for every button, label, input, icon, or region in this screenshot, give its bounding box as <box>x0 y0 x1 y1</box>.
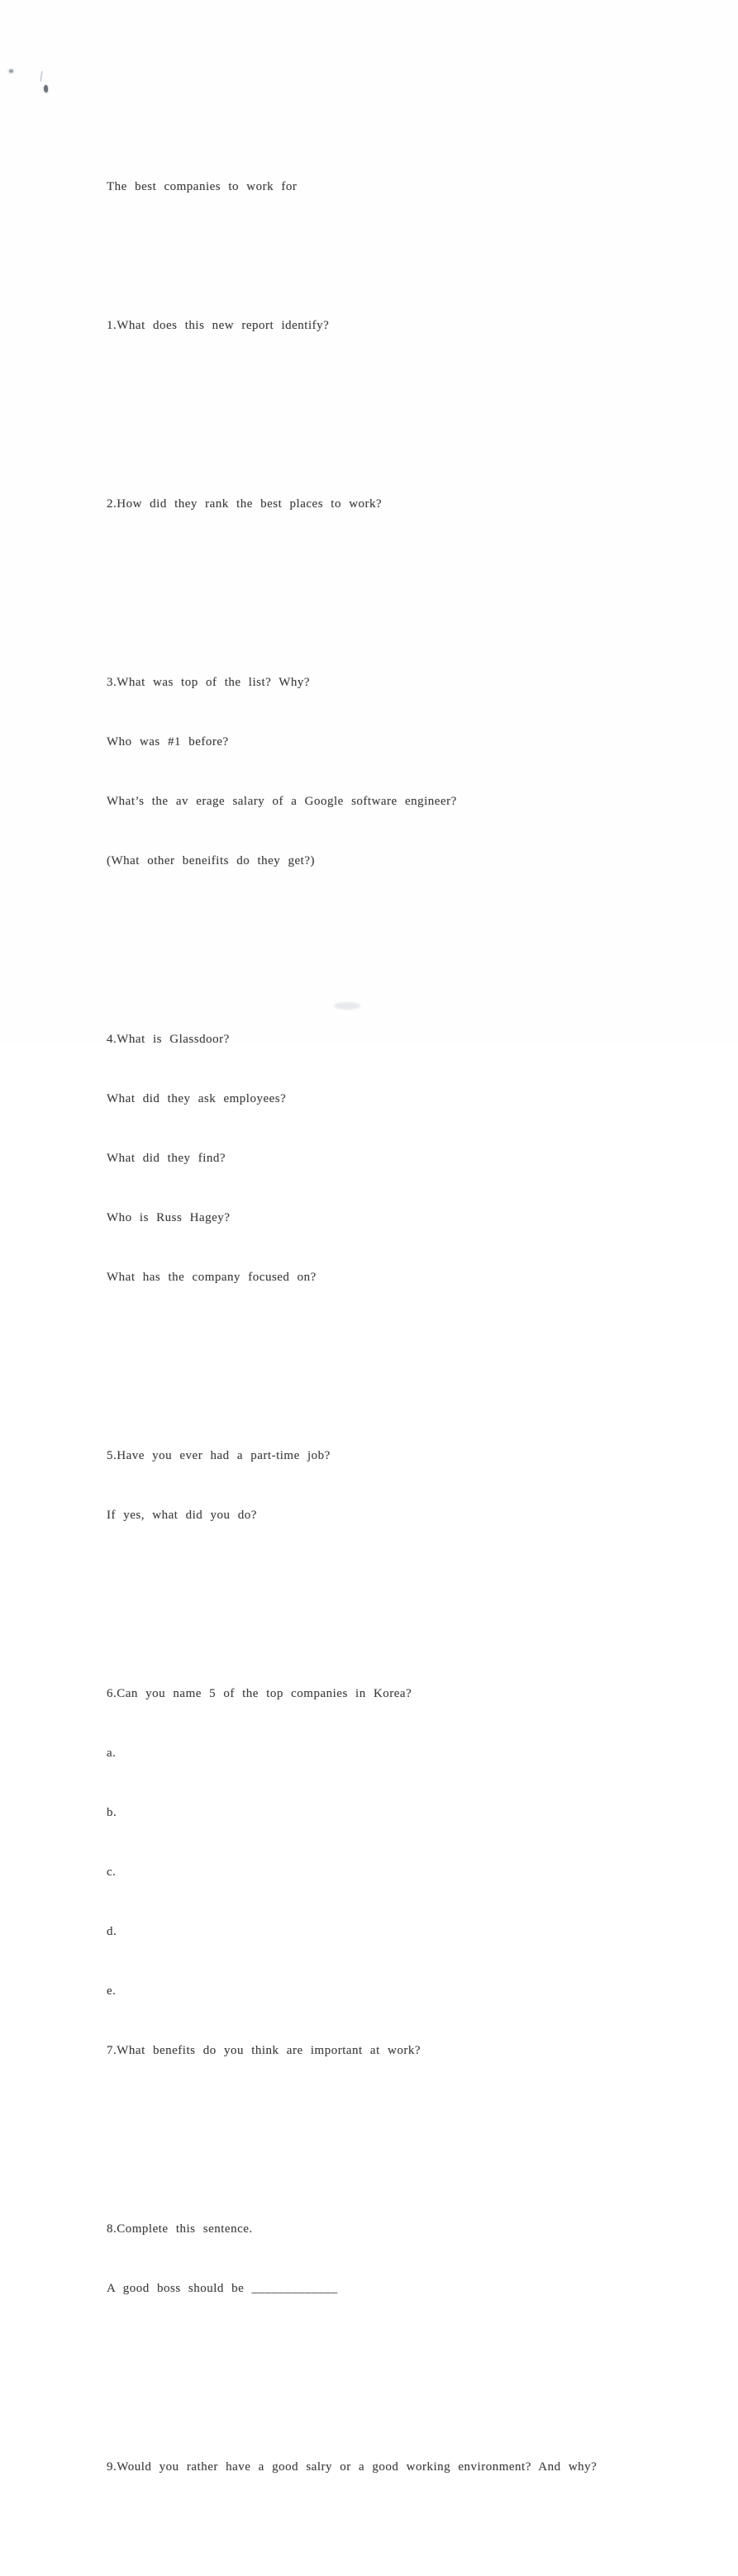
question-7: 7.What benefits do you think are important at work? <box>107 2044 421 2057</box>
question-block-8 <box>107 2179 597 2338</box>
question-3-sub-line: (What other beneifits do they get?) <box>107 854 316 867</box>
question-block-3 <box>107 633 597 910</box>
question-4-sub-line: What did they ask employees? <box>107 1092 287 1105</box>
answer-slot-c: c. <box>107 1865 117 1879</box>
answer-slot-b: b. <box>107 1806 117 1819</box>
document-title: The best companies to work for <box>107 180 298 193</box>
answer-slot-d: d. <box>107 1925 117 1938</box>
question-block-1 <box>107 276 597 375</box>
question-8: 8.Complete this sentence. <box>107 2222 253 2236</box>
document-content <box>107 117 597 2576</box>
answer-slot-a: a. <box>107 1747 117 1760</box>
question-4-sub-line: Who is Russ Hagey? <box>107 1211 231 1224</box>
question-1: 1.What does this new report identify? <box>107 319 330 332</box>
question-3-sub-line: Who was #1 before? <box>107 735 229 749</box>
question-block-2 <box>107 454 597 554</box>
question-5: 5.Have you ever had a part-time job? <box>107 1449 331 1462</box>
question-9: 9.Would you rather have a good salry or a good working environment? And why? <box>107 2460 598 2474</box>
question-8-fill-in-blank: A good boss should be _____________ <box>107 2282 338 2295</box>
question-2: 2.How did they rank the best places to work? <box>107 497 383 511</box>
question-block-4 <box>107 990 597 1327</box>
question-4-sub-line: What did they find? <box>107 1152 226 1165</box>
question-5-sub-line: If yes, what did you do? <box>107 1509 257 1522</box>
scan-artifact-squiggle <box>40 71 43 82</box>
scan-artifact-blob <box>44 85 48 93</box>
question-3-sub-line: What’s the av erage salary of a Google software engineer? <box>107 795 457 808</box>
question-block-6-7 <box>107 1644 597 2100</box>
question-block-5 <box>107 1406 597 1565</box>
question-6: 6.Can you name 5 of the top companies in Korea? <box>107 1687 412 1700</box>
question-4: 4.What is Glassdoor? <box>107 1033 230 1046</box>
question-4-sub-line: What has the company focused on? <box>107 1271 317 1284</box>
answer-slot-e: e. <box>107 1984 117 1998</box>
question-block-9 <box>107 2417 597 2517</box>
scan-artifact-dot <box>9 69 13 73</box>
question-3: 3.What was top of the list? Why? <box>107 676 311 689</box>
